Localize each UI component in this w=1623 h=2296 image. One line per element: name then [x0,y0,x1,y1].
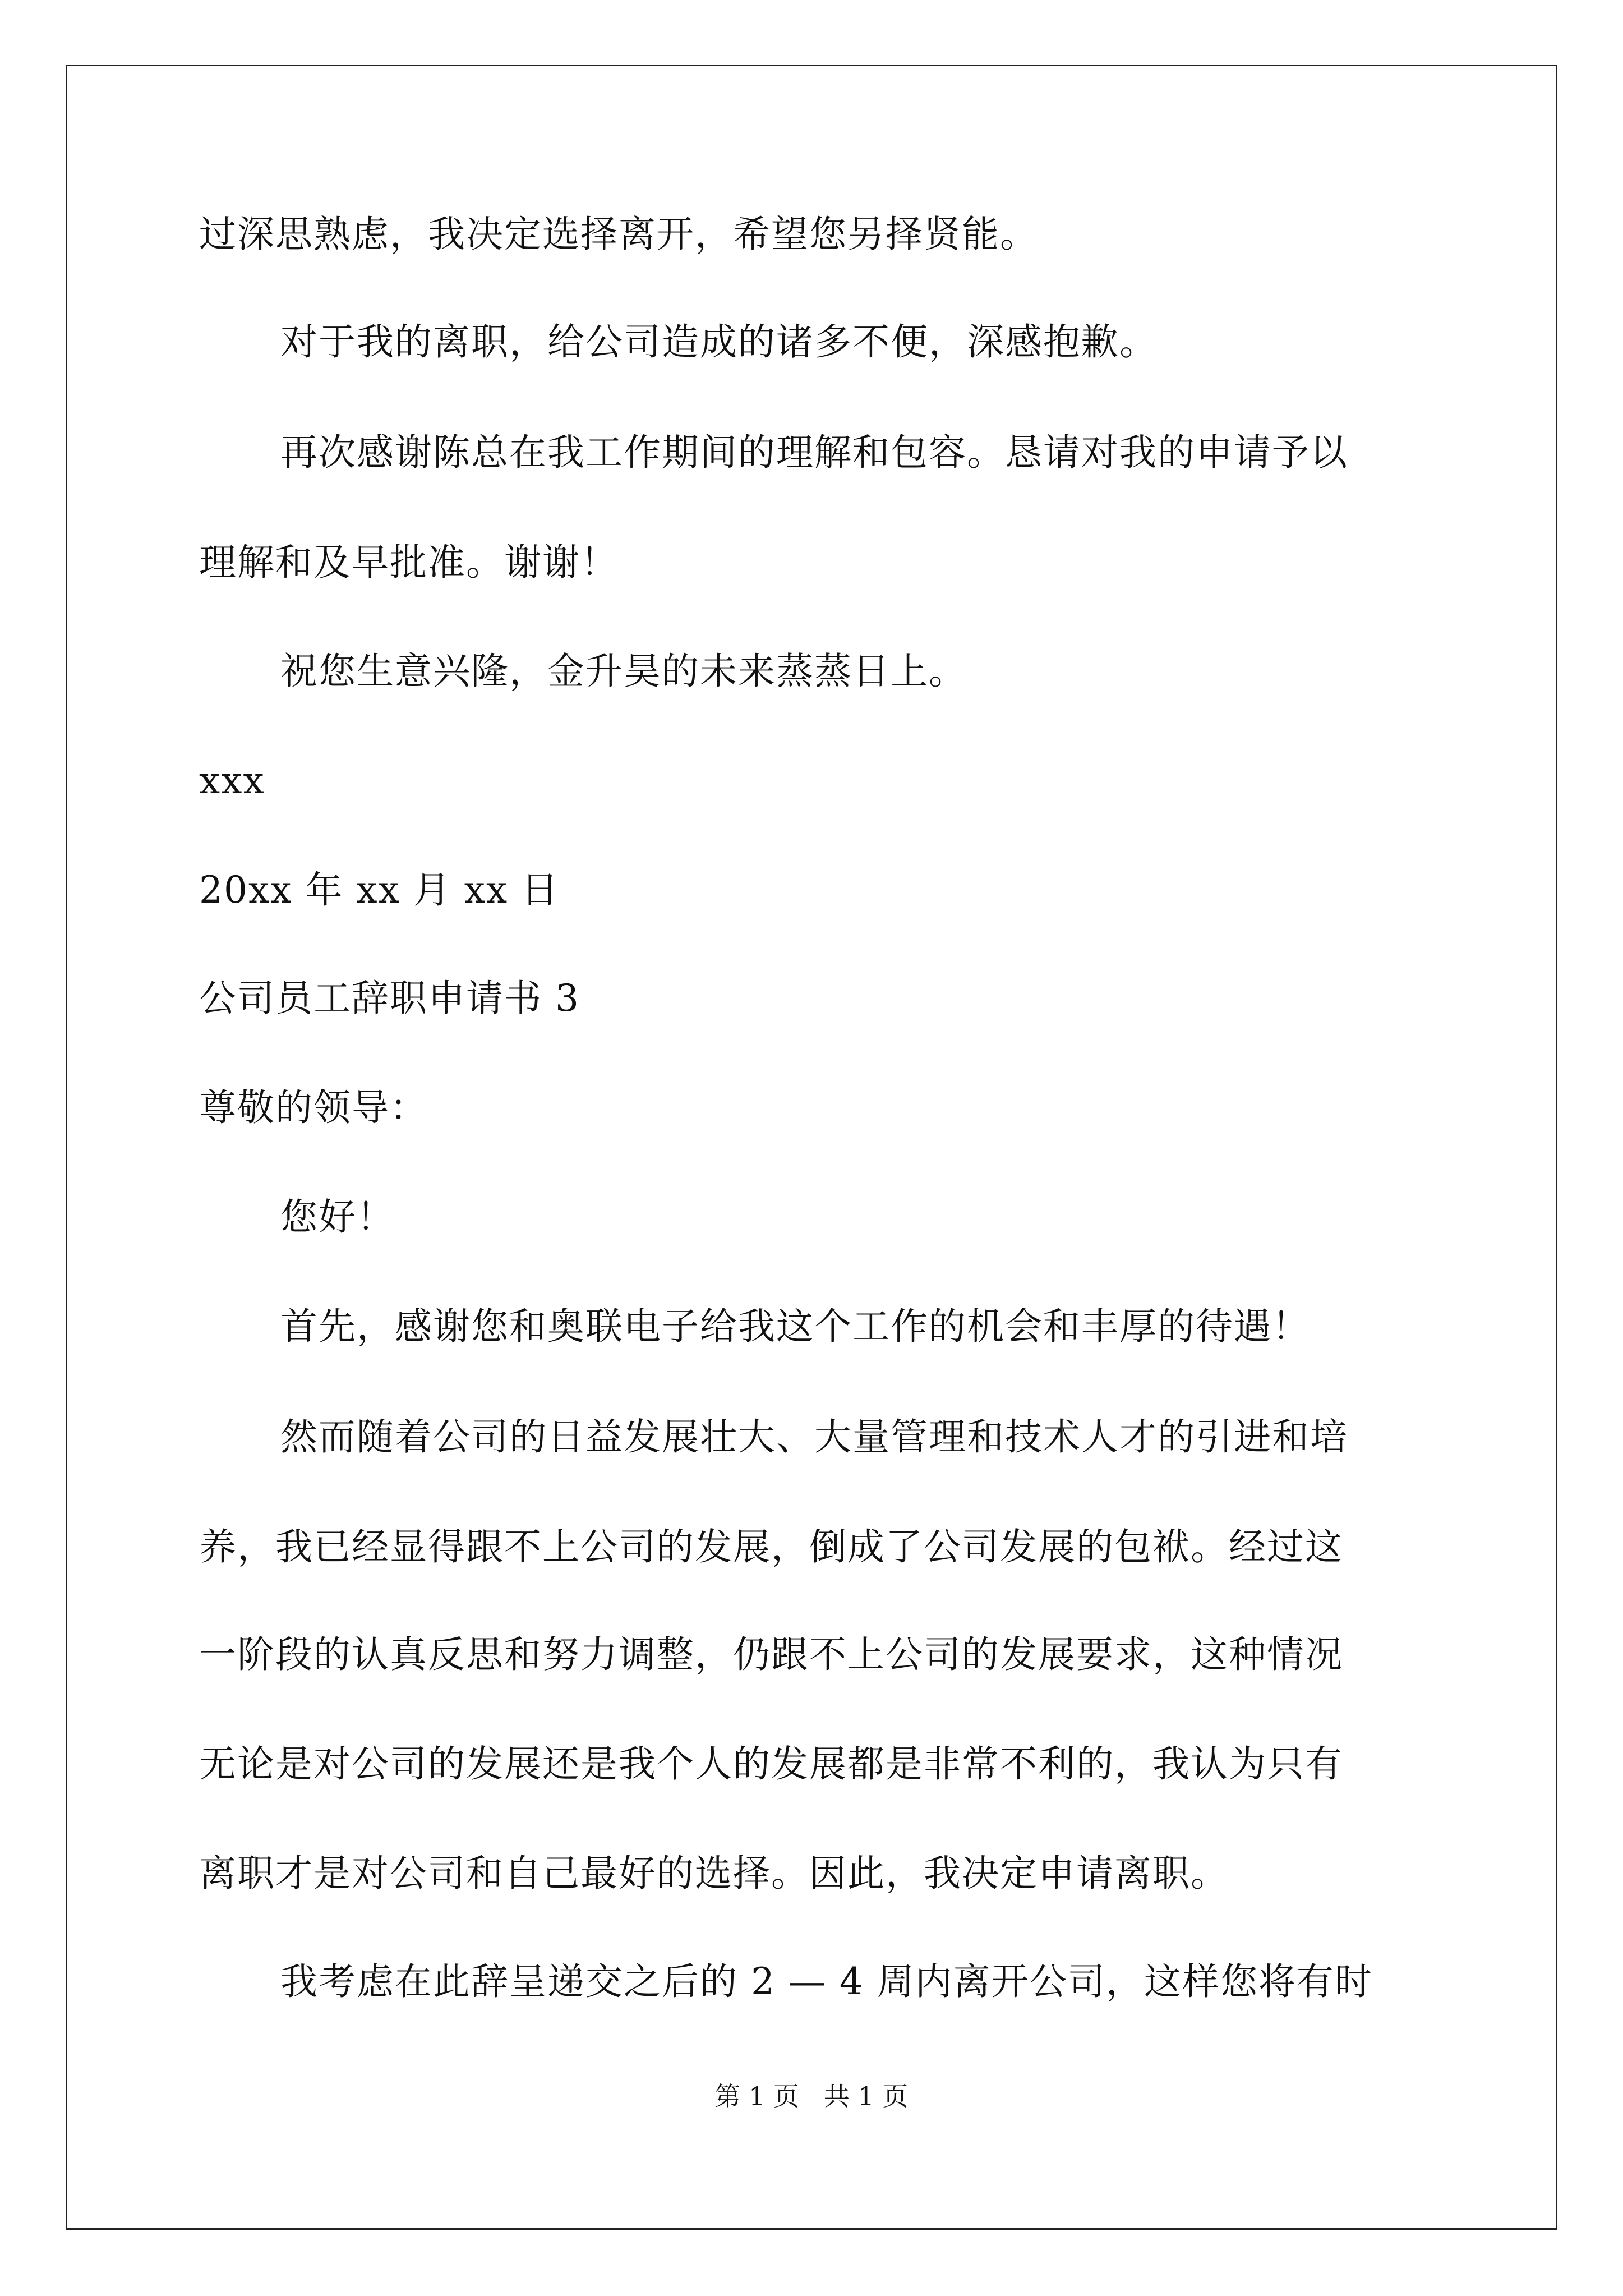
text-line-1: 过深思熟虑，我决定选择离开，希望您另择贤能。 [199,213,1038,256]
text-line-5: 祝您生意兴隆，金升昊的未来蒸蒸日上。 [280,650,967,693]
text-line-17: 我考虑在此辞呈递交之后的 2 — 4 周内离开公司，这样您将有时 [280,1960,1373,2003]
page-border [66,65,1557,2230]
text-line-12: 然而随着公司的日益发展壮大、大量管理和技术人才的引进和培 [280,1415,1348,1458]
text-line-4: 理解和及早批准。谢谢！ [199,541,619,584]
text-line-14: 一阶段的认真反思和努力调整，仍跟不上公司的发展要求，这种情况 [199,1633,1343,1676]
text-line-2: 对于我的离职，给公司造成的诸多不便，深感抱歉。 [280,320,1158,364]
text-line-3: 再次感谢陈总在我工作期间的理解和包容。恳请对我的申请予以 [280,431,1348,474]
signature-date: 20xx 年 xx 月 xx 日 [199,868,560,912]
signature-name: xxx [199,759,265,802]
salutation: 尊敬的领导： [199,1086,428,1129]
text-line-13: 养，我已经显得跟不上公司的发展，倒成了公司发展的包袱。经过这 [199,1525,1343,1568]
text-line-15: 无论是对公司的发展还是我个人的发展都是非常不利的，我认为只有 [199,1742,1343,1786]
text-line-11: 首先，感谢您和奥联电子给我这个工作的机会和丰厚的待遇！ [280,1305,1310,1348]
section-heading: 公司员工辞职申请书 3 [199,977,580,1020]
greeting: 您好！ [280,1195,395,1239]
text-line-16: 离职才是对公司和自己最好的选择。因此，我决定申请离职。 [199,1852,1229,1895]
page-number-footer: 第 1 页 共 1 页 [714,2081,909,2111]
